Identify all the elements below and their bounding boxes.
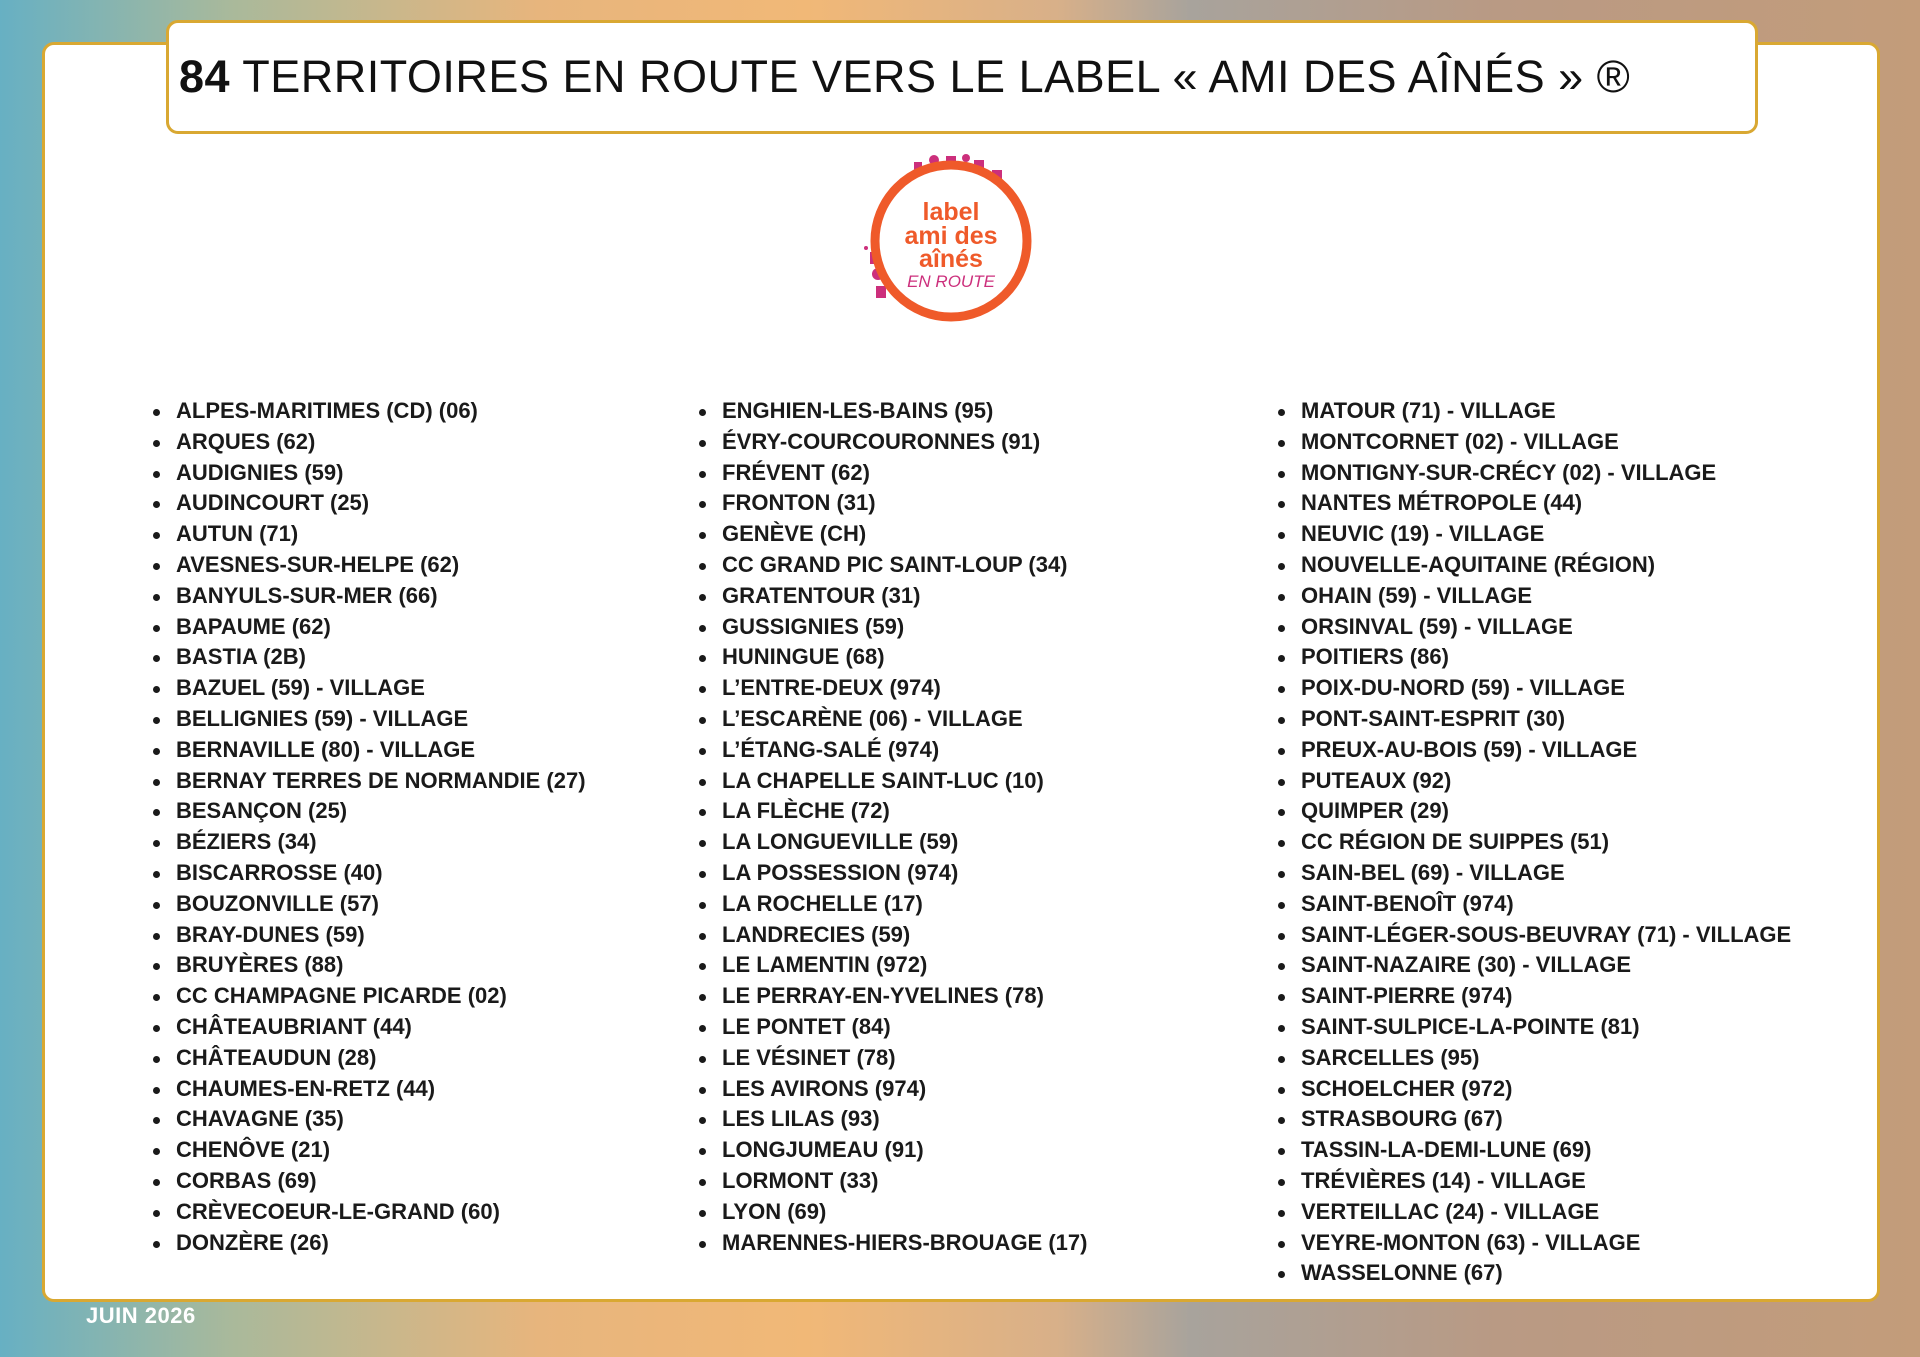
territory-list-item: PONT-SAINT-ESPRIT (30): [1273, 704, 1791, 735]
territory-list-item: DONZÈRE (26): [148, 1228, 586, 1259]
territory-list-item: NEUVIC (19) - VILLAGE: [1273, 519, 1791, 550]
territory-list-item: SAINT-PIERRE (974): [1273, 981, 1791, 1012]
territory-list-item: MATOUR (71) - VILLAGE: [1273, 396, 1791, 427]
territory-list-item: FRONTON (31): [694, 488, 1087, 519]
territory-list-item: CC CHAMPAGNE PICARDE (02): [148, 981, 586, 1012]
logo-line-3: aînés: [919, 245, 983, 273]
territory-list-item: LES AVIRONS (974): [694, 1074, 1087, 1105]
logo-line-1: label: [922, 198, 980, 226]
territory-list-item: VERTEILLAC (24) - VILLAGE: [1273, 1197, 1791, 1228]
page-title: [179, 51, 1630, 103]
territory-list-item: L’ENTRE-DEUX (974): [694, 673, 1087, 704]
territory-list-item: CORBAS (69): [148, 1166, 586, 1197]
territory-list-item: SCHOELCHER (972): [1273, 1074, 1791, 1105]
territory-list-item: MONTIGNY-SUR-CRÉCY (02) - VILLAGE: [1273, 458, 1791, 489]
territory-list-item: BELLIGNIES (59) - VILLAGE: [148, 704, 586, 735]
territory-list-item: ORSINVAL (59) - VILLAGE: [1273, 612, 1791, 643]
territory-list-item: ÉVRY-COURCOURONNES (91): [694, 427, 1087, 458]
territory-list-item: TRÉVIÈRES (14) - VILLAGE: [1273, 1166, 1791, 1197]
territory-list-item: FRÉVENT (62): [694, 458, 1087, 489]
territory-list-item: BISCARROSSE (40): [148, 858, 586, 889]
territory-list-item: OHAIN (59) - VILLAGE: [1273, 581, 1791, 612]
territory-list-item: ALPES-MARITIMES (CD) (06): [148, 396, 586, 427]
footer-date: JUIN 2026: [86, 1303, 196, 1328]
territory-list-item: BÉZIERS (34): [148, 827, 586, 858]
territory-list-item: LA ROCHELLE (17): [694, 889, 1087, 920]
territory-list-item: LE VÉSINET (78): [694, 1043, 1087, 1074]
territory-list-item: CC GRAND PIC SAINT-LOUP (34): [694, 550, 1087, 581]
territory-list-item: GRATENTOUR (31): [694, 581, 1087, 612]
territory-list-item: CRÈVECOEUR-LE-GRAND (60): [148, 1197, 586, 1228]
territory-list-item: SARCELLES (95): [1273, 1043, 1791, 1074]
territory-list-item: BAPAUME (62): [148, 612, 586, 643]
territory-list-item: HUNINGUE (68): [694, 642, 1087, 673]
logo-line-2: ami des: [904, 222, 998, 250]
territory-list-item: GUSSIGNIES (59): [694, 612, 1087, 643]
territory-list-item: GENÈVE (CH): [694, 519, 1087, 550]
title-text: TERRITOIRES EN ROUTE VERS LE LABEL « AMI DES AÎNÉS » ®: [230, 51, 1631, 102]
territory-list-item: AVESNES-SUR-HELPE (62): [148, 550, 586, 581]
territory-list-item: VEYRE-MONTON (63) - VILLAGE: [1273, 1228, 1791, 1259]
territory-list-item: LES LILAS (93): [694, 1104, 1087, 1135]
territory-list-item: ENGHIEN-LES-BAINS (95): [694, 396, 1087, 427]
territory-list-item: BRAY-DUNES (59): [148, 920, 586, 951]
territory-list-item: CHÂTEAUBRIANT (44): [148, 1012, 586, 1043]
territory-list-item: L’ÉTANG-SALÉ (974): [694, 735, 1087, 766]
territory-list-item: AUDIGNIES (59): [148, 458, 586, 489]
title-count: 84: [179, 51, 231, 102]
territory-list-item: POIX-DU-NORD (59) - VILLAGE: [1273, 673, 1791, 704]
territory-list-column-2: [694, 396, 1087, 1258]
territory-list-item: BERNAY TERRES DE NORMANDIE (27): [148, 766, 586, 797]
territory-list-item: BAZUEL (59) - VILLAGE: [148, 673, 586, 704]
territory-list-item: ARQUES (62): [148, 427, 586, 458]
territory-list-item: SAINT-LÉGER-SOUS-BEUVRAY (71) - VILLAGE: [1273, 920, 1791, 951]
logo-line-4: EN ROUTE: [907, 272, 995, 291]
territory-list-item: PREUX-AU-BOIS (59) - VILLAGE: [1273, 735, 1791, 766]
territory-list-item: CHENÔVE (21): [148, 1135, 586, 1166]
territory-list-item: LA POSSESSION (974): [694, 858, 1087, 889]
territory-list-item: PUTEAUX (92): [1273, 766, 1791, 797]
territory-list-item: LANDRECIES (59): [694, 920, 1087, 951]
territory-list-item: MONTCORNET (02) - VILLAGE: [1273, 427, 1791, 458]
territory-list-item: BESANÇON (25): [148, 796, 586, 827]
territory-list-item: LA CHAPELLE SAINT-LUC (10): [694, 766, 1087, 797]
territory-list-item: QUIMPER (29): [1273, 796, 1791, 827]
territory-list-item: CHÂTEAUDUN (28): [148, 1043, 586, 1074]
territory-list-item: LE PONTET (84): [694, 1012, 1087, 1043]
territory-list-item: L’ESCARÈNE (06) - VILLAGE: [694, 704, 1087, 735]
territory-list-item: LA LONGUEVILLE (59): [694, 827, 1087, 858]
territory-list-item: WASSELONNE (67): [1273, 1258, 1791, 1289]
territory-list-column-3: [1273, 396, 1791, 1289]
territory-list-item: BOUZONVILLE (57): [148, 889, 586, 920]
title-banner: [166, 20, 1758, 134]
territory-list-item: BERNAVILLE (80) - VILLAGE: [148, 735, 586, 766]
territory-list-item: AUDINCOURT (25): [148, 488, 586, 519]
territory-list-item: LORMONT (33): [694, 1166, 1087, 1197]
territory-list-item: LA FLÈCHE (72): [694, 796, 1087, 827]
territory-list-item: AUTUN (71): [148, 519, 586, 550]
territory-list-item: LONGJUMEAU (91): [694, 1135, 1087, 1166]
territory-list-item: CHAUMES-EN-RETZ (44): [148, 1074, 586, 1105]
territory-list-item: BRUYÈRES (88): [148, 950, 586, 981]
territory-list-item: NANTES MÉTROPOLE (44): [1273, 488, 1791, 519]
territory-list-item: LYON (69): [694, 1197, 1087, 1228]
territory-list-item: SAIN-BEL (69) - VILLAGE: [1273, 858, 1791, 889]
label-logo: [846, 148, 1036, 323]
territory-list-item: CC RÉGION DE SUIPPES (51): [1273, 827, 1791, 858]
territory-list-item: LE PERRAY-EN-YVELINES (78): [694, 981, 1087, 1012]
territory-list-item: STRASBOURG (67): [1273, 1104, 1791, 1135]
territory-list-item: BASTIA (2B): [148, 642, 586, 673]
territory-list-item: LE LAMENTIN (972): [694, 950, 1087, 981]
territory-list-item: POITIERS (86): [1273, 642, 1791, 673]
territory-list-item: TASSIN-LA-DEMI-LUNE (69): [1273, 1135, 1791, 1166]
territory-list-item: BANYULS-SUR-MER (66): [148, 581, 586, 612]
territory-list-item: MARENNES-HIERS-BROUAGE (17): [694, 1228, 1087, 1259]
territory-list-item: NOUVELLE-AQUITAINE (RÉGION): [1273, 550, 1791, 581]
territory-list-item: CHAVAGNE (35): [148, 1104, 586, 1135]
territory-list-item: SAINT-BENOÎT (974): [1273, 889, 1791, 920]
territory-list-column-1: [148, 396, 586, 1258]
territory-list-item: SAINT-NAZAIRE (30) - VILLAGE: [1273, 950, 1791, 981]
territory-list-item: SAINT-SULPICE-LA-POINTE (81): [1273, 1012, 1791, 1043]
